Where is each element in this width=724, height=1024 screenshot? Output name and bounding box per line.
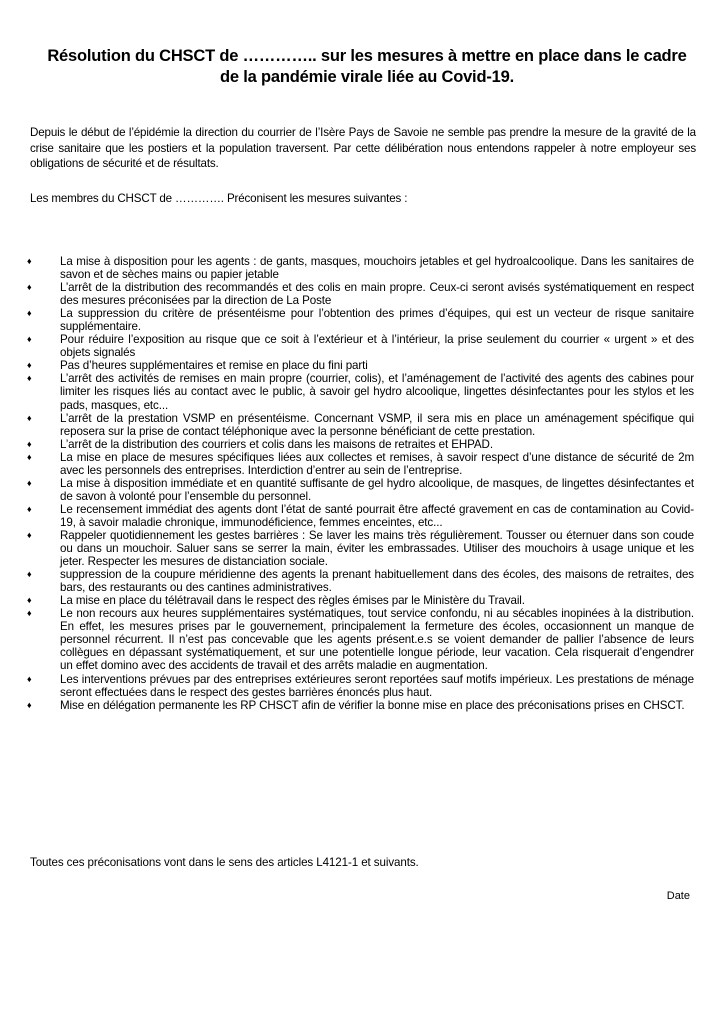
list-item [27,568,694,595]
measures-lead-in: Les membres du CHSCT de …………. Préconisent les mesures suivantes : [30,192,408,205]
measure-text: suppression de la coupure méridienne des agents la prenant habituellement dans des écoles, des maisons de retraites, des bars, des restaurants ou des cantines administratives. [60,568,694,595]
measure-text: La mise en place du télétravail dans le respect des règles émises par le Ministère du Travail. [60,594,525,608]
list-item [27,607,694,673]
diamond-bullet-icon: ♦ [27,673,32,684]
measure-text: L’arrêt de la distribution des recommandés et des colis en main propre. Ceux-ci seront avisés systématiquement en respect des mesures préconisées par la direction de La Poste [60,281,694,308]
list-item [27,672,694,699]
diamond-bullet-icon: ♦ [27,282,32,293]
date-label: Date [666,890,690,902]
measure-text: Pour réduire l’exposition au risque que ce soit à l’extérieur et à l’intérieur, la prise seulement du courrier « urgent » et des objets signalés [60,333,694,360]
list-item [27,255,694,282]
measure-text: La suppression du critère de présentéisme pour l’obtention des primes d’équipes, qui est un vecteur de risque sanitaire supplémentaire. [60,307,694,334]
measure-text: L’arrêt des activités de remises en main propre (courrier, colis), et l’aménagement de l’activité des agents des cabines pour limiter les risques liés au contact avec le public, à savoir gel hydro alcoolique, lingettes désinfectantes pour les stylos et les pads, masques, etc... [60,372,694,412]
diamond-bullet-icon: ♦ [27,412,32,423]
measure-text: L’arrêt de la distribution des courriers et colis dans les maisons de retraites et EHPAD. [60,437,493,451]
diamond-bullet-icon: ♦ [27,373,32,384]
conclusion-paragraph: Toutes ces préconisations vont dans le sens des articles L4121-1 et suivants. [30,856,419,869]
diamond-bullet-icon: ♦ [27,503,32,514]
measure-text: L’arrêt de la prestation VSMP en présentéisme. Concernant VSMP, il sera mis en place un aménagement spécifique qui reposera sur la prise de contact téléphonique avec la personne bénéficiant de cette prestation. [60,411,694,438]
diamond-bullet-icon: ♦ [27,451,32,462]
measure-text: Rappeler quotidiennement les gestes barrières : Se laver les mains très régulièrement. Tousser ou éternuer dans son coude ou dans un mouchoir. Saluer sans se serrer la main, éviter les embrassades. Utiliser des mouchoirs à usage unique et les jeter. Respecter les mesures de distanciation sociale. [60,528,694,569]
list-item [27,502,694,529]
intro-paragraph: Depuis le début de l’épidémie la direction du courrier de l’Isère Pays de Savoie ne semble pas prendre la mesure de la gravité de la crise sanitaire que les postiers et la population traversent. Par cette délibération nous entendons rappeler à notre employeur ses obligations de sécurité et de résultats. [30,126,696,171]
measure-text: Le recensement immédiat des agents dont l’état de santé pourrait être affecté gravement en cas de contamination au Covid-19, à savoir maladie chronique, immunodéficience, femmes enceintes, etc... [60,502,694,529]
list-item [27,372,694,412]
measure-text: Pas d’heures supplémentaires et remise en place du fini parti [60,359,368,373]
diamond-bullet-icon: ♦ [27,256,32,266]
measure-text: La mise à disposition immédiate et en quantité suffisante de gel hydro alcoolique, de masques, de lingettes désinfectantes et de savon à volonté pour l’ensemble du personnel. [60,476,694,503]
diamond-bullet-icon: ♦ [27,438,32,449]
measure-text: La mise en place de mesures spécifiques liées aux collectes et remises, à savoir respect d’une distance de sécurité de 2m avec les personnels des entreprises. Interdiction d’entrer au sein de l’entreprise. [60,450,694,477]
resolution-title: Résolution du CHSCT de ………….. sur les mesures à mettre en place dans le cadre de la pandémie virale liée au Covid-19. [47,47,687,86]
list-item [27,307,694,334]
list-item [27,359,694,373]
list-item [27,281,694,308]
diamond-bullet-icon: ♦ [27,569,32,580]
diamond-bullet-icon: ♦ [27,699,32,710]
list-item [27,333,694,360]
measure-text: Les interventions prévues par des entreprises extérieures seront reportées sauf motifs impérieux. Les prestations de ménage seront effectuées dans le respect des gestes barrières énoncés plus haut. [60,672,694,699]
measure-text: La mise à disposition pour les agents : de gants, masques, mouchoirs jetables et gel hydroalcoolique. Dans les sanitaires de savon et de sèches mains ou papier jetable [60,255,694,282]
measures-list [27,255,694,712]
diamond-bullet-icon: ♦ [27,595,32,606]
list-item [27,528,694,569]
measure-text: Le non recours aux heures supplémentaires systématiques, tout service confondu, ni au sécables inopinées à la distribution. En effet, les mesures prises par le gouvernement, principalement la fermeture des écoles, occasionnent un manque de personnel récurrent. Il n’est pas concevable que les agents présent.e.s se voient demander de pallier l’absence de leurs collègues en dépassant systématiquement, et sur une potentielle longue période, leur vacation. Cela risquerait d’engendrer un effet domino avec des accidents de travail et des arrêts maladie en augmentation. [60,607,694,673]
list-item [27,437,694,451]
list-item [27,411,694,438]
diamond-bullet-icon: ♦ [27,360,32,371]
list-item [27,476,694,503]
list-item [27,450,694,477]
diamond-bullet-icon: ♦ [27,308,32,319]
diamond-bullet-icon: ♦ [27,334,32,345]
diamond-bullet-icon: ♦ [27,608,32,619]
measure-text: Mise en délégation permanente les RP CHSCT afin de vérifier la bonne mise en place des préconisations prises en CHSCT. [60,698,685,712]
list-item [27,594,694,608]
diamond-bullet-icon: ♦ [27,477,32,488]
diamond-bullet-icon: ♦ [27,529,32,540]
list-item [27,698,694,712]
